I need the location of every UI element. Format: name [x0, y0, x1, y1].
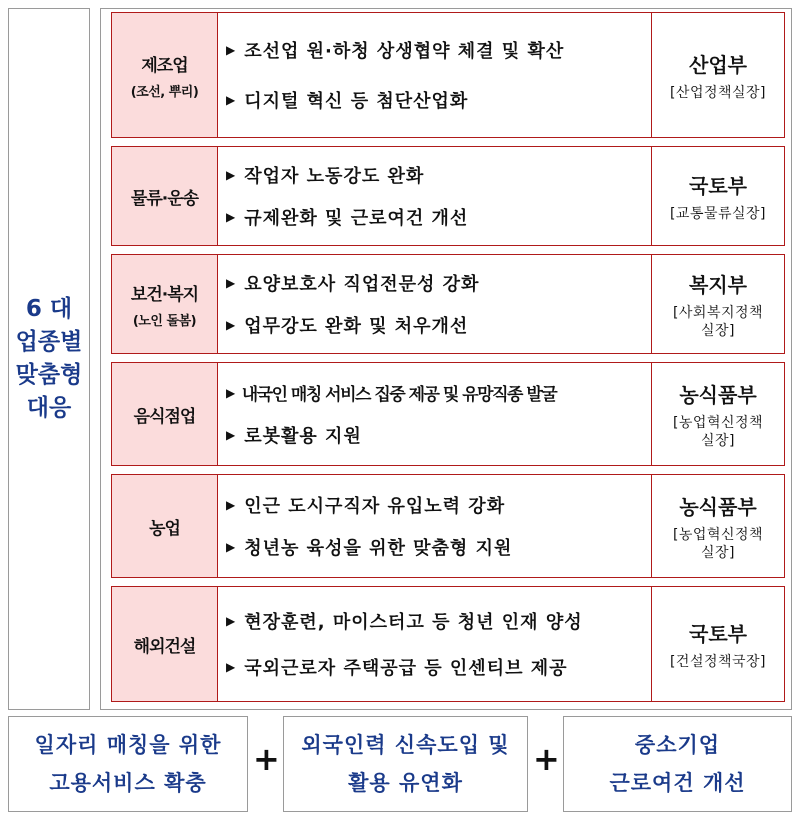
sector-name: 음식점업	[133, 406, 196, 427]
sector-row-overseas-construction	[111, 586, 785, 702]
sector-name: 해외건설	[133, 636, 196, 657]
measures-cell	[218, 13, 652, 137]
bullet-icon: ▶	[226, 317, 237, 332]
left-title: 6 대 업종별 맞춤형 대응	[15, 296, 83, 421]
sector-row-agriculture	[111, 474, 785, 578]
sector-name: 보건·복지	[130, 284, 199, 305]
measures-cell	[218, 255, 652, 353]
ministry-dept: [농업혁신정책 실장]	[672, 414, 764, 449]
ministry-dept: [사회복지정책 실장]	[672, 304, 764, 339]
sector-cell	[112, 255, 218, 353]
bullet-icon: ▶	[226, 385, 234, 400]
sector-row-health-welfare	[111, 254, 785, 354]
sector-row-manufacturing	[111, 12, 785, 138]
measure-item: ▶ 로봇활용 지원	[226, 426, 362, 447]
sector-subtitle: (조선, 뿌리)	[130, 84, 199, 100]
ministry-name: 복지부	[689, 272, 747, 297]
measure-item: ▶ 현장훈련, 마이스터고 등 청년 인재 양성	[226, 611, 583, 633]
sector-name: 물류·운송	[130, 188, 199, 209]
goal-box-sme-conditions	[563, 716, 792, 812]
ministry-dept: [교통물류실장]	[669, 205, 767, 222]
ministry-dept: [농업혁신정책 실장]	[672, 526, 764, 561]
goal-text: 일자리 매칭을 위한 고용서비스 확충	[34, 733, 222, 795]
bullet-icon: ▶	[226, 209, 237, 224]
measure-item: ▶ 요양보호사 직업전문성 강화	[226, 274, 480, 296]
ministry-name: 농식품부	[679, 494, 757, 519]
sector-cell	[112, 363, 218, 465]
goal-box-foreign-workforce	[283, 716, 528, 812]
measure-item: ▶ 인근 도시구직자 유입노력 강화	[226, 495, 506, 517]
ministry-cell	[652, 255, 784, 353]
sector-cell	[112, 147, 218, 245]
measures-cell	[218, 587, 652, 701]
ministry-name: 국토부	[689, 621, 747, 646]
measure-item: ▶ 작업자 노동강도 완화	[226, 166, 425, 188]
sector-name: 제조업	[141, 55, 188, 76]
sector-cell	[112, 587, 218, 701]
measure-item: ▶ 규제완화 및 근로여건 개선	[226, 207, 469, 229]
sector-cell	[112, 475, 218, 577]
sector-name: 농업	[149, 518, 180, 539]
goal-text: 외국인력 신속도입 및 활용 유연화	[301, 733, 510, 795]
bullet-icon: ▶	[226, 540, 237, 555]
measure-item: ▶ 디지털 혁신 등 첨단산업화	[226, 91, 469, 112]
ministry-cell	[652, 363, 784, 465]
ministry-cell	[652, 147, 784, 245]
bullet-icon: ▶	[226, 168, 237, 183]
measure-item: ▶ 내국인 매칭 서비스 집중 제공 및 유망직종 발굴	[226, 385, 557, 405]
ministry-dept: [산업정책실장]	[669, 84, 767, 101]
sector-row-logistics	[111, 146, 785, 246]
plus-sign: +	[533, 740, 560, 778]
sector-subtitle: (노인 돌봄)	[132, 313, 197, 329]
bullet-icon: ▶	[226, 93, 237, 107]
bullet-icon: ▶	[226, 497, 237, 512]
measures-cell	[218, 147, 652, 245]
ministry-cell	[652, 587, 784, 701]
bullet-icon: ▶	[226, 613, 237, 628]
sector-row-restaurant	[111, 362, 785, 466]
ministry-cell	[652, 13, 784, 137]
bullet-icon: ▶	[226, 660, 237, 675]
bullet-icon: ▶	[226, 428, 237, 442]
ministry-dept: [건설정책국장]	[669, 653, 767, 670]
ministry-name: 산업부	[689, 52, 747, 77]
ministry-name: 국토부	[689, 173, 747, 198]
measure-item: ▶ 청년농 육성을 위한 맞춤형 지원	[226, 538, 513, 560]
bullet-icon: ▶	[226, 43, 237, 57]
ministry-cell	[652, 475, 784, 577]
measure-item: ▶ 국외근로자 주택공급 등 인센티브 제공	[226, 658, 568, 680]
measures-cell	[218, 475, 652, 577]
sector-cell	[112, 13, 218, 137]
measures-cell	[218, 363, 652, 465]
measure-item: ▶ 업무강도 완화 및 처우개선	[226, 315, 469, 337]
plus-sign: +	[253, 740, 280, 778]
ministry-name: 농식품부	[679, 382, 757, 407]
left-panel	[8, 8, 90, 710]
bullet-icon: ▶	[226, 276, 237, 291]
measure-item: ▶ 조선업 원·하청 상생협약 체결 및 확산	[226, 41, 565, 62]
goal-text: 중소기업 근로여건 개선	[609, 733, 746, 795]
goal-box-job-matching	[8, 716, 248, 812]
